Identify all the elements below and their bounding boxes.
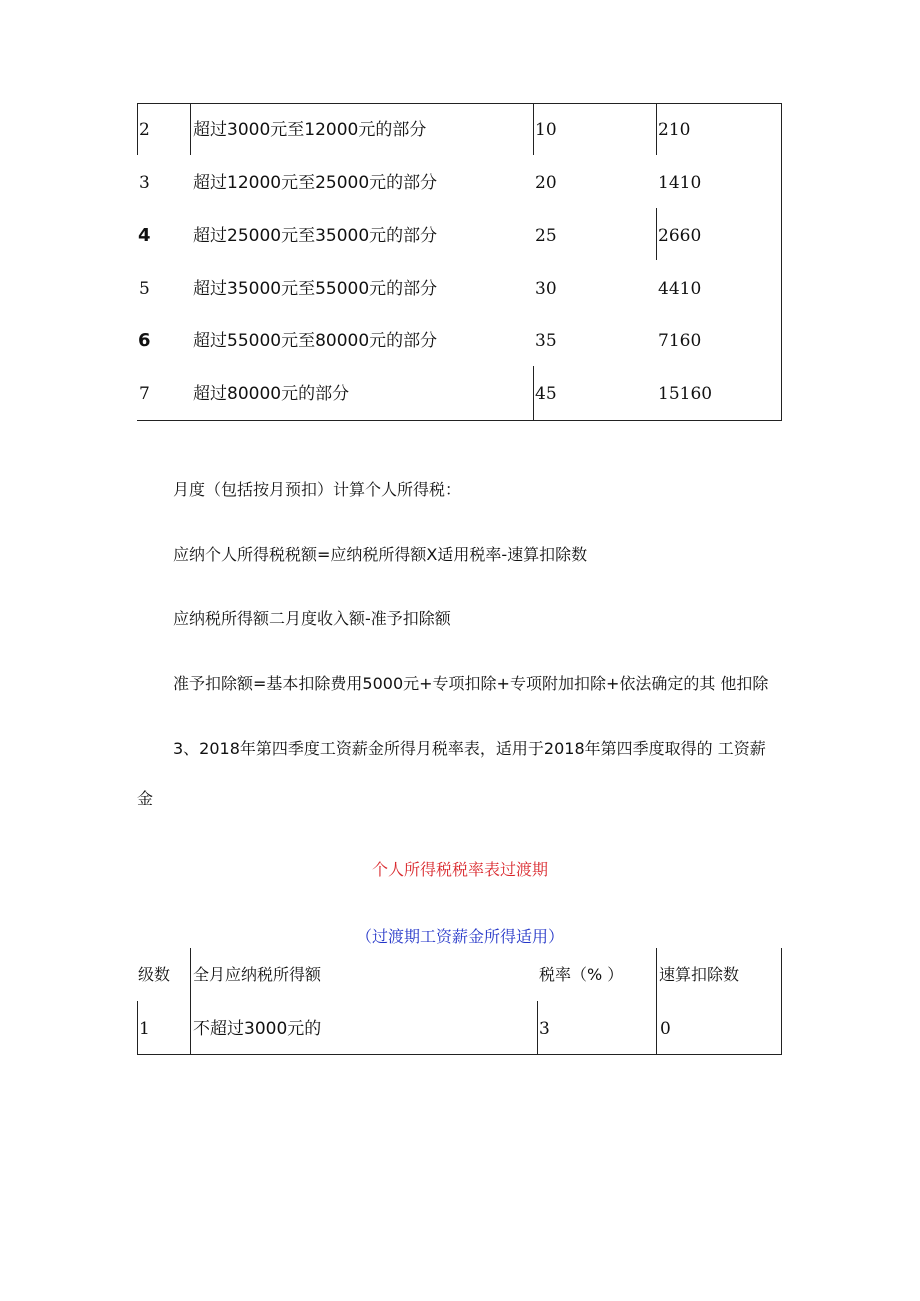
range-cell: 超过55000元至80000元的部分	[193, 331, 438, 351]
rate-cell: 30	[535, 279, 557, 299]
range-cell: 超过35000元至55000元的部分	[193, 279, 438, 299]
rate-cell: 10	[535, 120, 557, 140]
range-cell: 超过80000元的部分	[193, 384, 350, 404]
table1-col-divider	[533, 366, 534, 420]
table1-top-border	[137, 103, 782, 104]
deduction-cell: 1410	[658, 173, 702, 193]
level-cell: 4	[138, 225, 151, 246]
table2-right-border	[781, 948, 782, 1054]
paragraph-monthly-calc: 月度（包括按月预扣）计算个人所得税：	[173, 480, 462, 499]
level-cell: 3	[139, 173, 150, 193]
deduction-cell: 4410	[658, 279, 702, 299]
deduction-cell: 2660	[658, 226, 702, 246]
deduction-cell: 210	[658, 120, 691, 140]
level-cell: 1	[139, 1019, 150, 1039]
range-cell: 超过3000元至12000元的部分	[193, 120, 427, 140]
header-level: 级数	[138, 965, 171, 984]
table1-col-divider	[533, 103, 534, 155]
table1-col-divider	[656, 103, 657, 155]
table1-col-divider	[656, 208, 657, 260]
header-deduction: 速算扣除数	[659, 965, 740, 984]
table2-col-divider	[190, 948, 191, 1054]
table1-col-divider	[137, 103, 138, 155]
paragraph-taxable-income: 应纳税所得额二月度收入额-准予扣除额	[173, 609, 451, 628]
rate-cell: 3	[539, 1019, 550, 1039]
rate-cell: 35	[535, 331, 557, 351]
table2-bottom-border	[137, 1054, 782, 1055]
level-cell: 2	[139, 120, 150, 140]
paragraph-q4-table-intro-cont: 金	[137, 789, 154, 808]
paragraph-q4-table-intro: 3、2018年第四季度工资薪金所得月税率表，适用于2018年第四季度取得的 工资薪	[173, 739, 766, 758]
level-cell: 5	[139, 279, 150, 299]
deduction-cell: 0	[660, 1019, 671, 1039]
table1-bottom-border	[137, 420, 782, 421]
range-cell: 超过25000元至35000元的部分	[193, 226, 438, 246]
header-rate: 税率（% ）	[539, 965, 624, 984]
deduction-cell: 15160	[658, 384, 713, 404]
paragraph-deductions: 准予扣除额=基本扣除费用5000元+专项扣除+专项附加扣除+依法确定的其 他扣除	[173, 674, 769, 693]
table1-right-border	[781, 103, 782, 420]
table1-col-divider	[190, 103, 191, 155]
rate-cell: 45	[535, 384, 557, 404]
section-title: 个人所得税税率表过渡期	[371, 860, 548, 879]
section-subtitle: （过渡期工资薪金所得适用）	[355, 927, 564, 946]
table2-col-divider	[537, 1001, 538, 1054]
range-cell: 不超过3000元的	[193, 1019, 322, 1039]
table2-left-border	[137, 1001, 138, 1054]
level-cell: 7	[139, 384, 150, 404]
range-cell: 超过12000元至25000元的部分	[193, 173, 438, 193]
paragraph-tax-formula: 应纳个人所得税税额=应纳税所得额X适用税率-速算扣除数	[173, 545, 588, 564]
header-range: 全月应纳税所得额	[193, 965, 322, 984]
rate-cell: 25	[535, 226, 557, 246]
table2-col-divider	[656, 948, 657, 1054]
level-cell: 6	[138, 330, 151, 351]
deduction-cell: 7160	[658, 331, 702, 351]
rate-cell: 20	[535, 173, 557, 193]
